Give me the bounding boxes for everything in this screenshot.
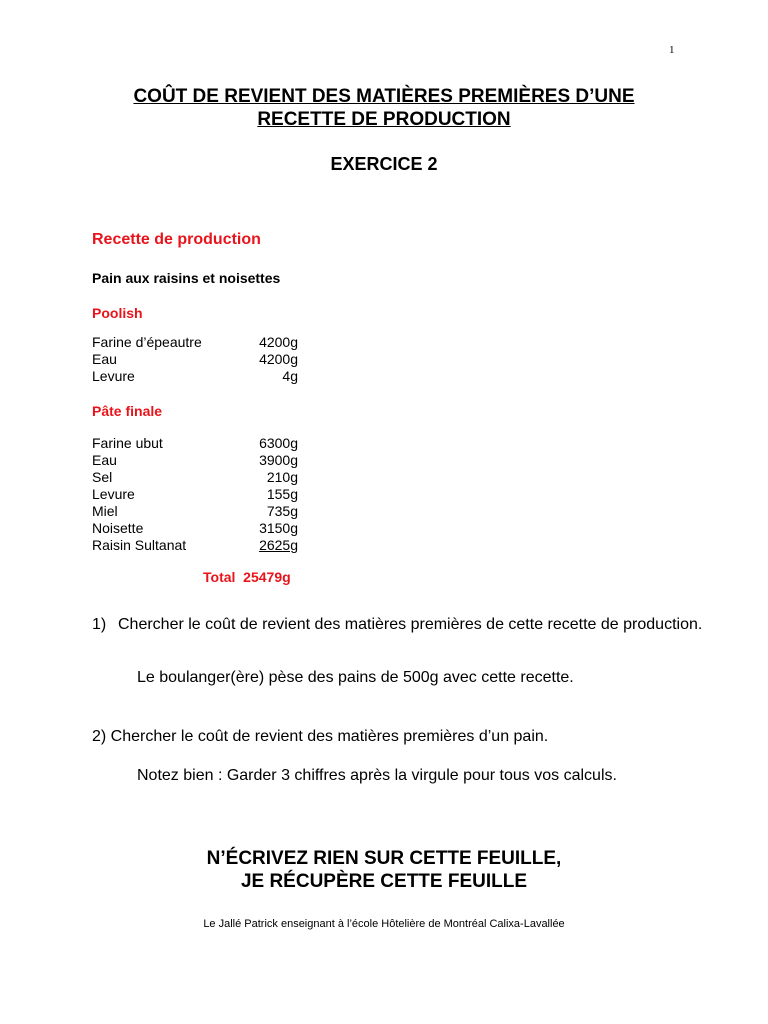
recipe-name: Pain aux raisins et noisettes	[92, 270, 281, 286]
ingredient-qty: 2625g	[259, 537, 298, 553]
page-number: 1	[669, 44, 675, 56]
ingredient-qty: 4g	[282, 368, 298, 384]
poolish-heading: Poolish	[92, 305, 143, 321]
ingredient-row	[92, 368, 298, 385]
section-heading: Recette de production	[92, 231, 261, 248]
question-1-number: 1)	[92, 616, 107, 633]
footer-credit: Le Jallé Patrick enseignant à l’école Hôtelière de Montréal Calixa-Lavallée	[203, 918, 565, 930]
ingredient-row	[92, 537, 298, 554]
ingredient-name: Levure	[92, 368, 135, 384]
total-weight: Total 25479g	[203, 569, 291, 585]
warning-notice	[60, 847, 708, 893]
title-line-1: COÛT DE REVIENT DES MATIÈRES PREMIÈRES D’UNE	[133, 86, 635, 107]
question-1-text: Chercher le coût de revient des matières premières de cette recette de production.	[118, 616, 703, 633]
title-line-2: RECETTE DE PRODUCTION	[257, 109, 511, 130]
ingredient-qty: 4200g	[259, 351, 298, 367]
ingredient-qty: 210g	[266, 469, 298, 485]
ingredient-qty: 6300g	[259, 435, 298, 451]
ingredient-row	[92, 351, 298, 368]
ingredient-row	[92, 469, 298, 486]
ingredient-row	[92, 520, 298, 537]
ingredient-name: Farine d’épeautre	[92, 334, 202, 350]
ingredient-qty: 155g	[266, 486, 298, 502]
ingredient-name: Sel	[92, 469, 113, 485]
question-2-note: Notez bien : Garder 3 chiffres après la virgule pour tous vos calculs.	[137, 767, 617, 784]
ingredient-qty: 735g	[266, 503, 298, 519]
pate-finale-heading: Pâte finale	[92, 403, 163, 419]
document-title	[60, 85, 708, 131]
ingredient-name: Levure	[92, 486, 135, 502]
question-1-note: Le boulanger(ère) pèse des pains de 500g avec cette recette.	[137, 669, 574, 686]
ingredient-name: Raisin Sultanat	[92, 537, 187, 553]
ingredient-name: Farine ubut	[92, 435, 163, 451]
exercise-heading: EXERCICE 2	[330, 154, 438, 174]
ingredient-qty: 4200g	[259, 334, 298, 350]
ingredient-qty: 3150g	[259, 520, 298, 536]
question-1	[92, 614, 708, 635]
ingredient-name: Miel	[92, 503, 118, 519]
warning-line-2: JE RÉCUPÈRE CETTE FEUILLE	[240, 871, 528, 892]
ingredient-row	[92, 334, 298, 351]
poolish-ingredient-list	[92, 334, 298, 385]
warning-line-1: N’ÉCRIVEZ RIEN SUR CETTE FEUILLE,	[206, 848, 562, 869]
ingredient-row	[92, 503, 298, 520]
ingredient-name: Eau	[92, 351, 117, 367]
ingredient-qty: 3900g	[259, 452, 298, 468]
question-2: 2) Chercher le coût de revient des matières premières d’un pain.	[92, 728, 549, 745]
ingredient-row	[92, 435, 298, 452]
ingredient-name: Noisette	[92, 520, 144, 536]
pate-finale-ingredient-list	[92, 435, 298, 554]
ingredient-row	[92, 486, 298, 503]
ingredient-name: Eau	[92, 452, 117, 468]
ingredient-row	[92, 452, 298, 469]
